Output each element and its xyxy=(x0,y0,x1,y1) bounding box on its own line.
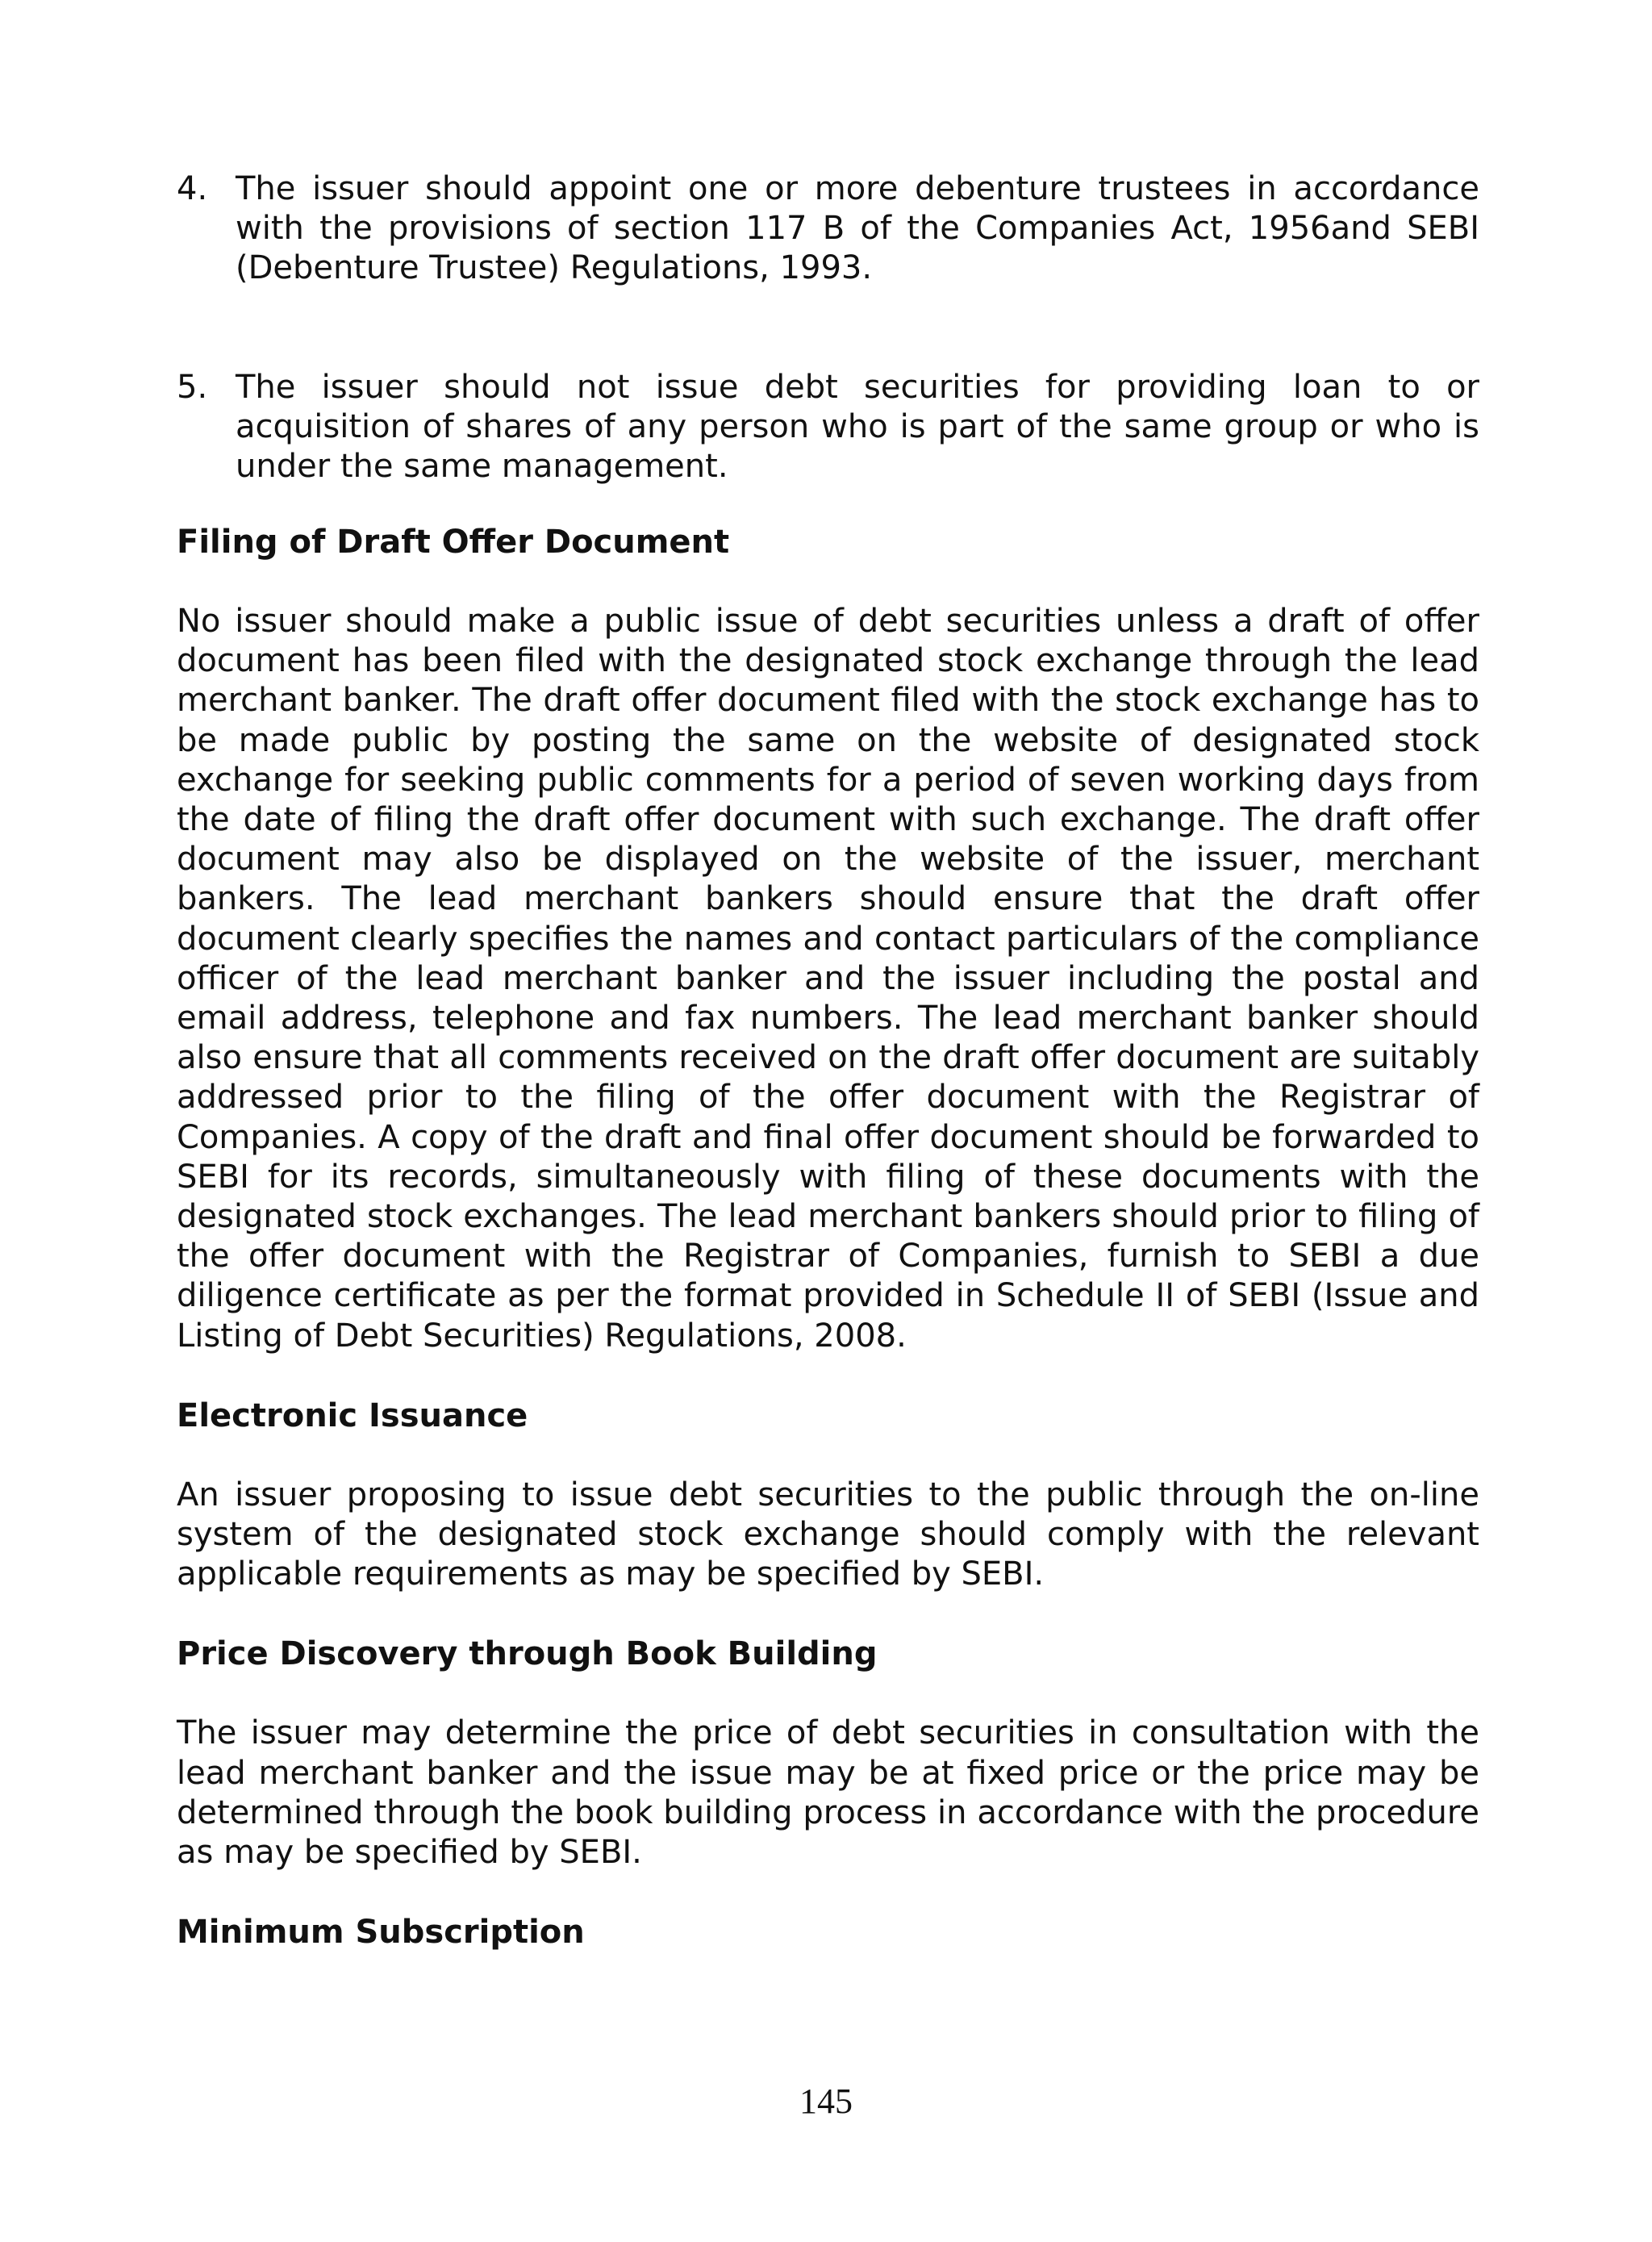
list-item-text: The issuer should appoint one or more debenture trustees in accordance with the provisions of section 117 B of the Companies Act, 1956and SEBI (Debenture Trustee) Regulations, 1993. xyxy=(236,170,1479,286)
document-page xyxy=(177,169,1479,1952)
section-heading-filing-draft-offer: Filing of Draft Offer Document xyxy=(177,524,730,561)
list-item-number: 5. xyxy=(177,369,208,406)
section-heading-minimum-subscription: Minimum Subscription xyxy=(177,1914,585,1952)
section-heading-electronic-issuance: Electronic Issuance xyxy=(177,1397,528,1434)
section-body-filing-draft-offer: No issuer should make a public issue of debt securities unless a draft of offer document has been filed with the designated stock exchange through the lead merchant banker. The draft offer document filed with the stock exchange has to be made public by posting the same on the website of designated stock exchange for seeking public comments for a period of seven working days from the date of filing the draft offer document with such exchange. The draft offer document may also be displayed on the website of the issuer, merchant bankers. The lead merchant bankers should ensure that the draft offer document clearly specifies the names and contact particulars of the compliance officer of the lead merchant banker and the issuer including the postal and email address, telephone and fax numbers. The lead merchant banker should also ensure that all comments received on the draft offer document are suitably addressed prior to the filing of the offer document with the Registrar of Companies. A copy of the draft and final offer document should be forwarded to SEBI for its records, simultaneously with filing of these documents with the designated stock exchanges. The lead merchant bankers should prior to filing of the offer document with the Registrar of Companies, furnish to SEBI a due diligence certificate as per the format provided in Schedule II of SEBI (Issue and Listing of Debt Securities) Regulations, 2008. xyxy=(177,603,1479,1355)
section-body-electronic-issuance: An issuer proposing to issue debt securities to the public through the on-line system of the designated stock exchange should comply with the relevant applicable requirements as may be specified by SEBI. xyxy=(177,1476,1479,1593)
list-item-text: The issuer should not issue debt securities for providing loan to or acquisition of shares of any person who is part of the same group or who is under the same management. xyxy=(236,369,1479,485)
list-item-4 xyxy=(177,169,1479,288)
page-number: 145 xyxy=(799,2081,853,2121)
list-item-number: 4. xyxy=(177,170,208,207)
section-body-price-discovery: The issuer may determine the price of debt securities in consultation with the lead merchant banker and the issue may be at fixed price or the price may be determined through the book building process in accordance with the procedure as may be specified by SEBI. xyxy=(177,1714,1479,1872)
section-heading-price-discovery: Price Discovery through Book Building xyxy=(177,1635,878,1673)
list-item-5 xyxy=(177,368,1479,486)
